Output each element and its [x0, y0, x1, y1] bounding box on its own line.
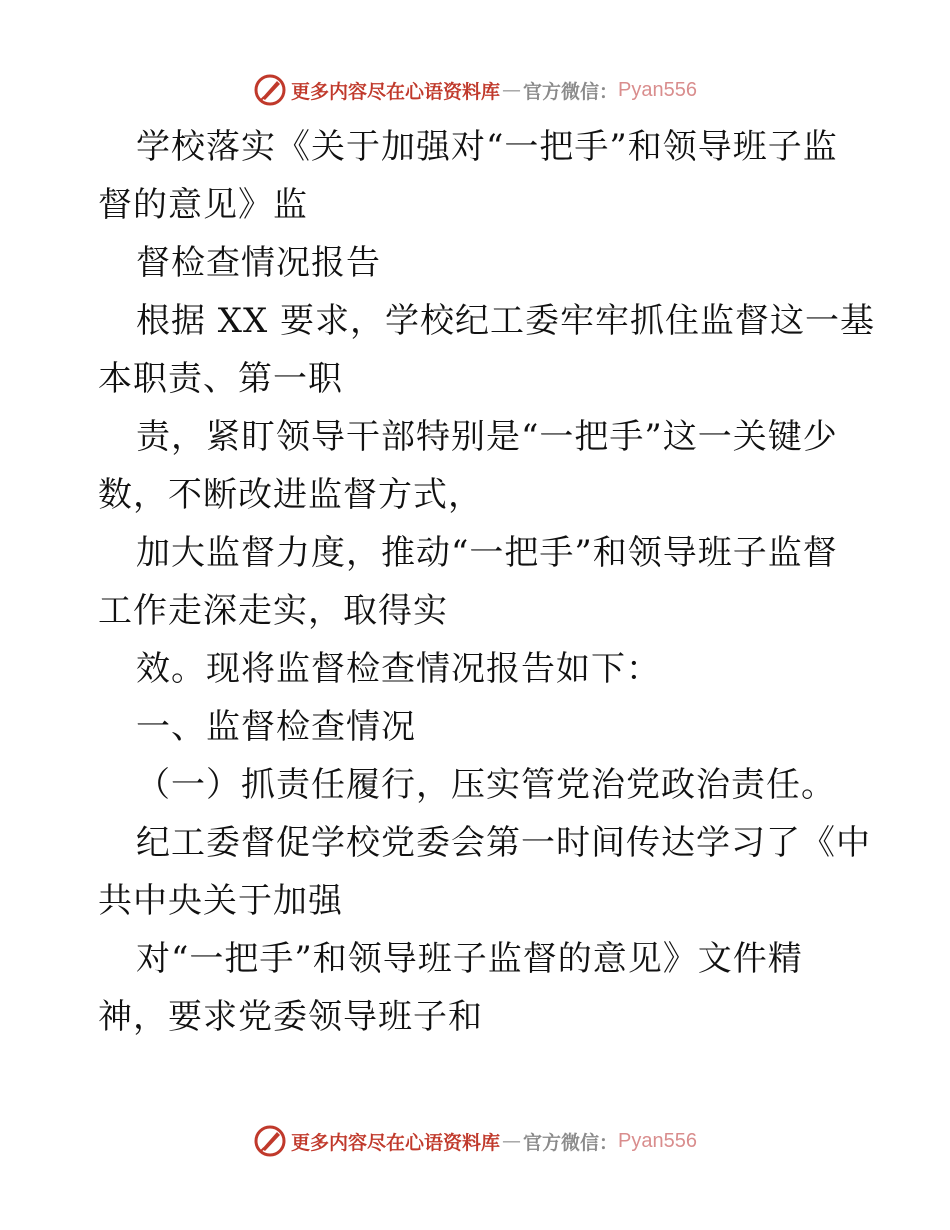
banner-brand-text: 更多内容尽在心语资料库: [291, 1131, 501, 1154]
banner-brand-text: 更多内容尽在心语资料库: [291, 80, 501, 103]
text-line: 根据 XX 要求，学校纪工委牢牢抓住监督这一基: [136, 301, 876, 341]
banner-wechat-id: Pyan556: [618, 78, 697, 101]
text-line: 本职责、第一职: [98, 359, 343, 399]
text-line: 督的意见》监: [98, 185, 308, 225]
text-line: 责，紧盯领导干部特别是“一把手”这一关键少: [136, 417, 838, 457]
banner-wechat-id: Pyan556: [618, 1129, 697, 1152]
banner-dash: —: [502, 1130, 522, 1152]
banner-dash: —: [502, 79, 522, 101]
banner-wechat-label: 官方微信：: [523, 80, 619, 103]
feather-pen-logo-icon: [253, 73, 287, 107]
footer-watermark-banner: [0, 1121, 950, 1161]
subsection-heading: （一）抓责任履行，压实管党治党政治责任。: [136, 765, 836, 805]
text-line: 纪工委督促学校党委会第一时间传达学习了《中: [136, 823, 871, 863]
text-line: 效。现将监督检查情况报告如下：: [136, 649, 661, 689]
section-heading: 一、监督检查情况: [136, 707, 416, 747]
header-watermark-banner: [0, 70, 950, 110]
text-line: 学校落实《关于加强对“一把手”和领导班子监: [136, 127, 838, 167]
text-line: 工作走深走实，取得实: [98, 591, 448, 631]
text-line: 共中央关于加强: [98, 881, 343, 921]
text-line: 加大监督力度，推动“一把手”和领导班子监督: [136, 533, 838, 573]
text-line: 对“一把手”和领导班子监督的意见》文件精: [136, 939, 803, 979]
banner-wechat-label: 官方微信：: [523, 1131, 619, 1154]
document-body: [98, 118, 876, 1046]
text-line: 神，要求党委领导班子和: [98, 997, 483, 1037]
text-line: 督检查情况报告: [136, 243, 381, 283]
text-line: 数，不断改进监督方式，: [98, 475, 483, 515]
feather-pen-logo-icon: [253, 1124, 287, 1158]
